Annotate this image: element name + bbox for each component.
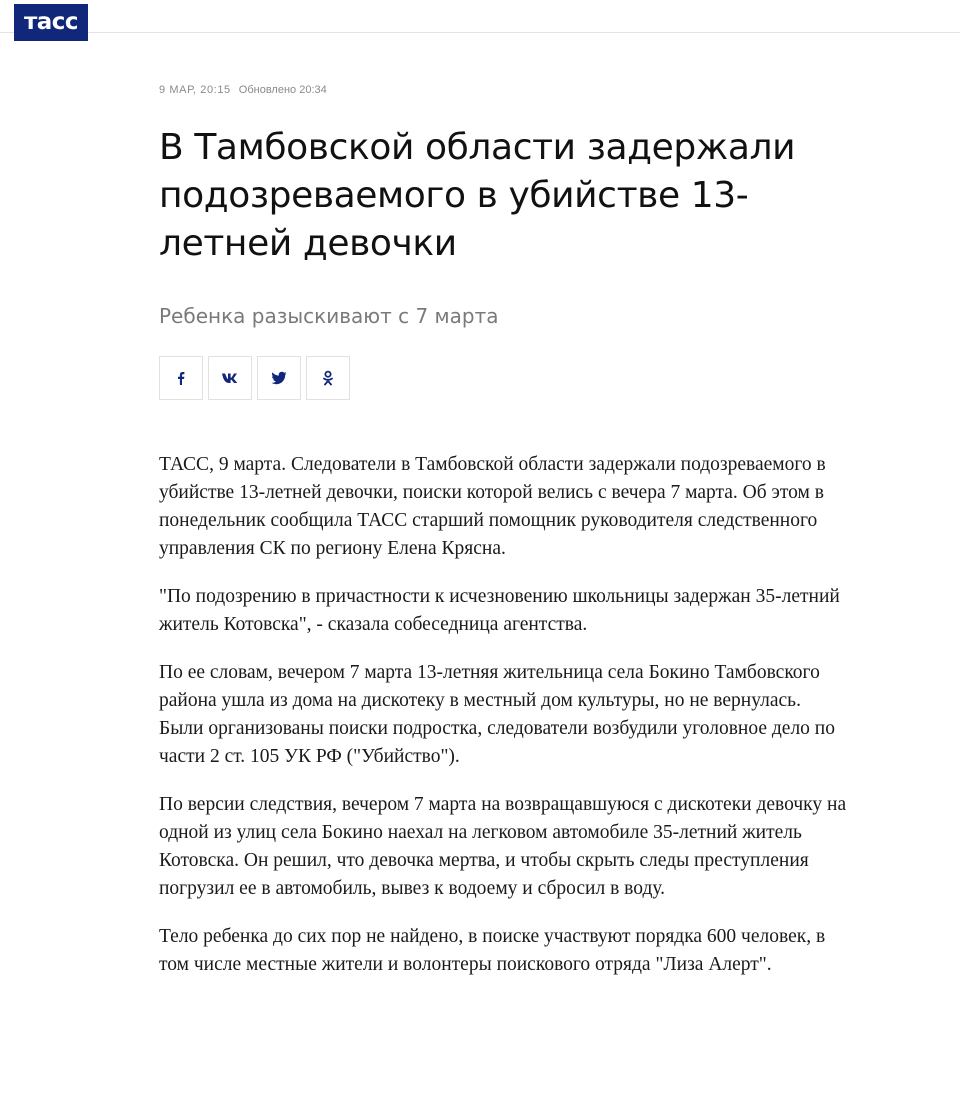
article-body bbox=[159, 451, 849, 999]
share-odnoklassniki-button[interactable] bbox=[306, 356, 350, 400]
share-vk-button[interactable] bbox=[208, 356, 252, 400]
share-facebook-button[interactable] bbox=[159, 356, 203, 400]
paragraph: По версии следствия, вечером 7 марта на возвращавшуюся с дискотеки девочку на одной из улиц села Бокино наехал на легковом автомобиле 35-летний житель Котовска. Он решил, что девочка мертва, и чтобы скрыть следы преступления погрузил ее в автомобиль, вывез к водоему и сбросил в воду. bbox=[159, 794, 847, 899]
vk-icon bbox=[221, 372, 239, 384]
article-lead: Ребенка разыскивают с 7 марта bbox=[159, 304, 499, 328]
article-title: В Тамбовской области задержали подозреваемого в убийстве 13-летней девочки bbox=[159, 127, 796, 264]
share-twitter-button[interactable] bbox=[257, 356, 301, 400]
article-meta bbox=[159, 84, 327, 96]
top-bar bbox=[0, 0, 960, 33]
twitter-icon bbox=[271, 371, 287, 385]
facebook-icon bbox=[174, 371, 188, 385]
paragraph: Тело ребенка до сих пор не найдено, в поиске участвуют порядка 600 человек, в том числе местные жители и волонтеры поискового отряда "Лиза Алерт". bbox=[159, 926, 826, 975]
paragraph: По ее словам, вечером 7 марта 13-летняя жительница села Бокино Тамбовского района ушла из дома на дискотеку в местный дом культуры, но не вернулась. Были организованы поиски подростка, следователи возбудили уголовное дело по части 2 ст. 105 УК РФ ("Убийство"). bbox=[159, 662, 835, 767]
share-buttons bbox=[159, 356, 350, 400]
updated-time: Обновлено 20:34 bbox=[238, 84, 327, 96]
paragraph: ТАСС, 9 марта. Следователи в Тамбовской области задержали подозреваемого в убийстве 13-летней девочки, поиски которой велись с вечера 7 марта. Об этом в понедельник сообщила ТАСС старший помощник руководителя следственного управления СК по региону Елена Крясна. bbox=[159, 454, 826, 559]
paragraph: "По подозрению в причастности к исчезновению школьницы задержан 35-летний житель Котовска", - сказала собеседница агентства. bbox=[159, 586, 840, 635]
publish-date: 9 МАР, 20:15 bbox=[159, 84, 231, 96]
odnoklassniki-icon bbox=[322, 370, 334, 386]
tass-logo[interactable]: тасс bbox=[14, 4, 88, 41]
